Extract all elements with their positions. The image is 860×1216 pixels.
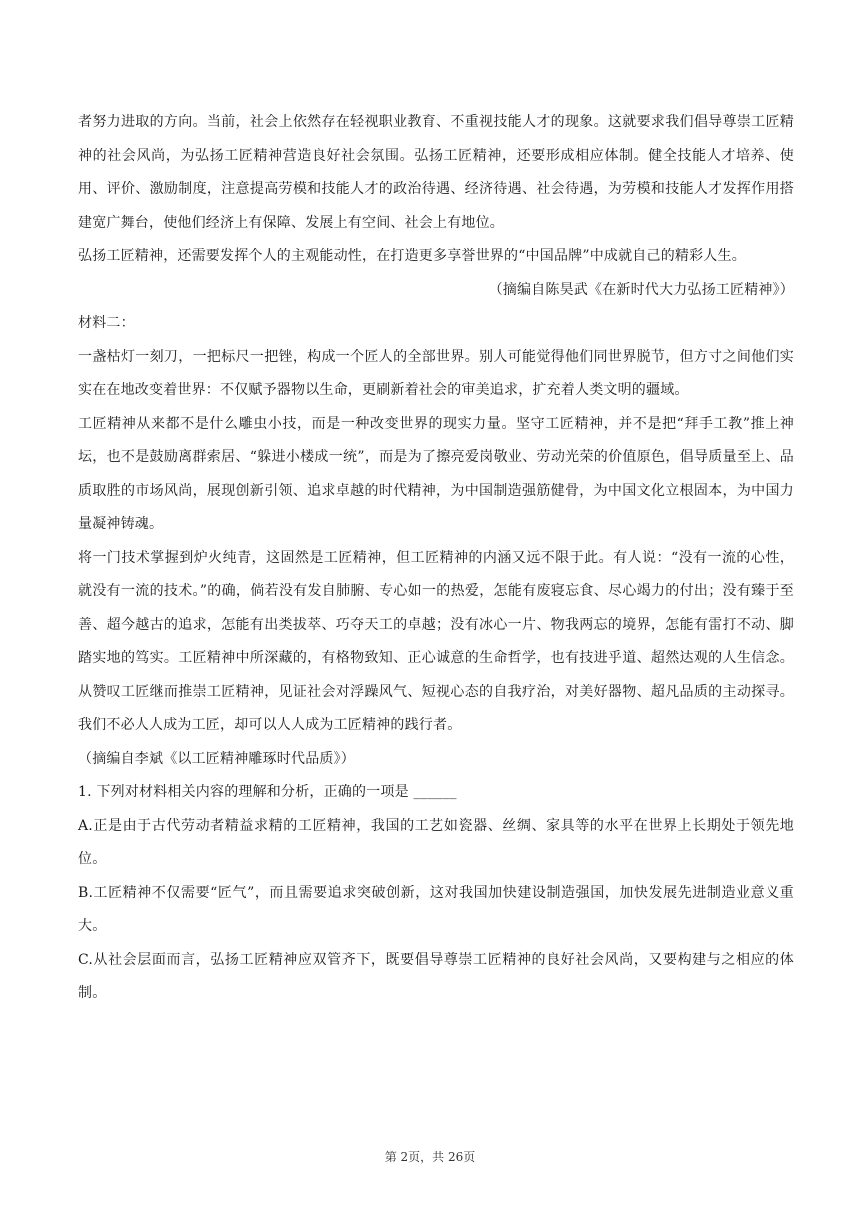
question-1: 1. 下列对材料相关内容的理解和分析，正确的一项是 ______ (78, 784, 457, 800)
paragraph-5: 将一门技术掌握到炉火纯青，这固然是工匠精神，但工匠精神的内涵又远不限于此。有人说：“没有一流的心性，就没有一流的技术。”的确，倘若没有发自肺腑、专心如一的热爱，怎能有废寝忘食、尽心竭力的付出；没有臻于至善、超今越古的追求，怎能有出类拔萃、巧夺天工的卓越；没有冰心一片、物我两忘的境界，怎能有雷打不动、脚踏实地的笃实。工匠精神中所深藏的，有格物致知、正心诚意的生命哲学，也有技进乎道、超然达观的人生信念。从赞叹工匠继而推崇工匠精神，见证社会对浮躁风气、短视心态的自我疗治，对美好器物、超凡品质的主动探寻。我们不必人人成为工匠，却可以人人成为工匠精神的践行者。 (78, 549, 794, 733)
option-c: C.从社会层面而言，弘扬工匠精神应双管齐下，既要倡导尊崇工匠精神的良好社会风尚，又要构建与之相应的体制。 (78, 951, 794, 1001)
source-citation-1: （摘编自陈昊武《在新时代大力弘扬工匠精神》） (488, 281, 794, 298)
option-b: B.工匠精神不仅需要“匠气”，而且需要追求突破创新，这对我国加快建设制造强国，加快发展先进制造业意义重大。 (78, 884, 794, 934)
paragraph-3: 一盏枯灯一刻刀，一把标尺一把锉，构成一个匠人的全部世界。别人可能觉得他们同世界脱节，但方寸之间他们实实在在地改变着世界：不仅赋予器物以生命，更刷新着社会的审美追求，扩充着人类文明的疆域。 (78, 348, 794, 398)
option-a: A.正是由于古代劳动者精益求精的工匠精神，我国的工艺如瓷器、丝绸、家具等的水平在世界上长期处于领先地位。 (78, 817, 794, 867)
paragraph-2: 弘扬工匠精神，还需要发挥个人的主观能动性，在打造更多享誉世界的“中国品牌”中成就自己的精彩人生。 (78, 248, 746, 264)
paragraph-4: 工匠精神从来都不是什么雕虫小技，而是一种改变世界的现实力量。坚守工匠精神，并不是把“拜手工教”推上神坛，也不是鼓励离群索居、“躲进小楼成一统”，而是为了擦亮爱岗敬业、劳动光荣的价值原色，倡导质量至上、品质取胜的市场风尚，展现创新引领、追求卓越的时代精神，为中国制造强筋健骨，为中国文化立根固本，为中国力量凝神铸魂。 (78, 415, 794, 532)
source-citation-2: （摘编自李斌《以工匠精神雕琢时代品质》） (78, 750, 355, 767)
page-number: 第 2页，共 26页 (384, 1150, 476, 1164)
material-two-heading: 材料二： (78, 315, 135, 331)
document-body (78, 106, 794, 1011)
paragraph-1: 者努力进取的方向。当前，社会上依然存在轻视职业教育、不重视技能人才的现象。这就要求我们倡导尊崇工匠精神的社会风尚，为弘扬工匠精神营造良好社会氛围。弘扬工匠精神，还要形成相应体制。健全技能人才培养、使用、评价、激励制度，注意提高劳模和技能人才的政治待遇、经济待遇、社会待遇，为劳模和技能人才发挥作用搭建宽广舞台，使他们经济上有保障、发展上有空间、社会上有地位。 (78, 114, 794, 231)
